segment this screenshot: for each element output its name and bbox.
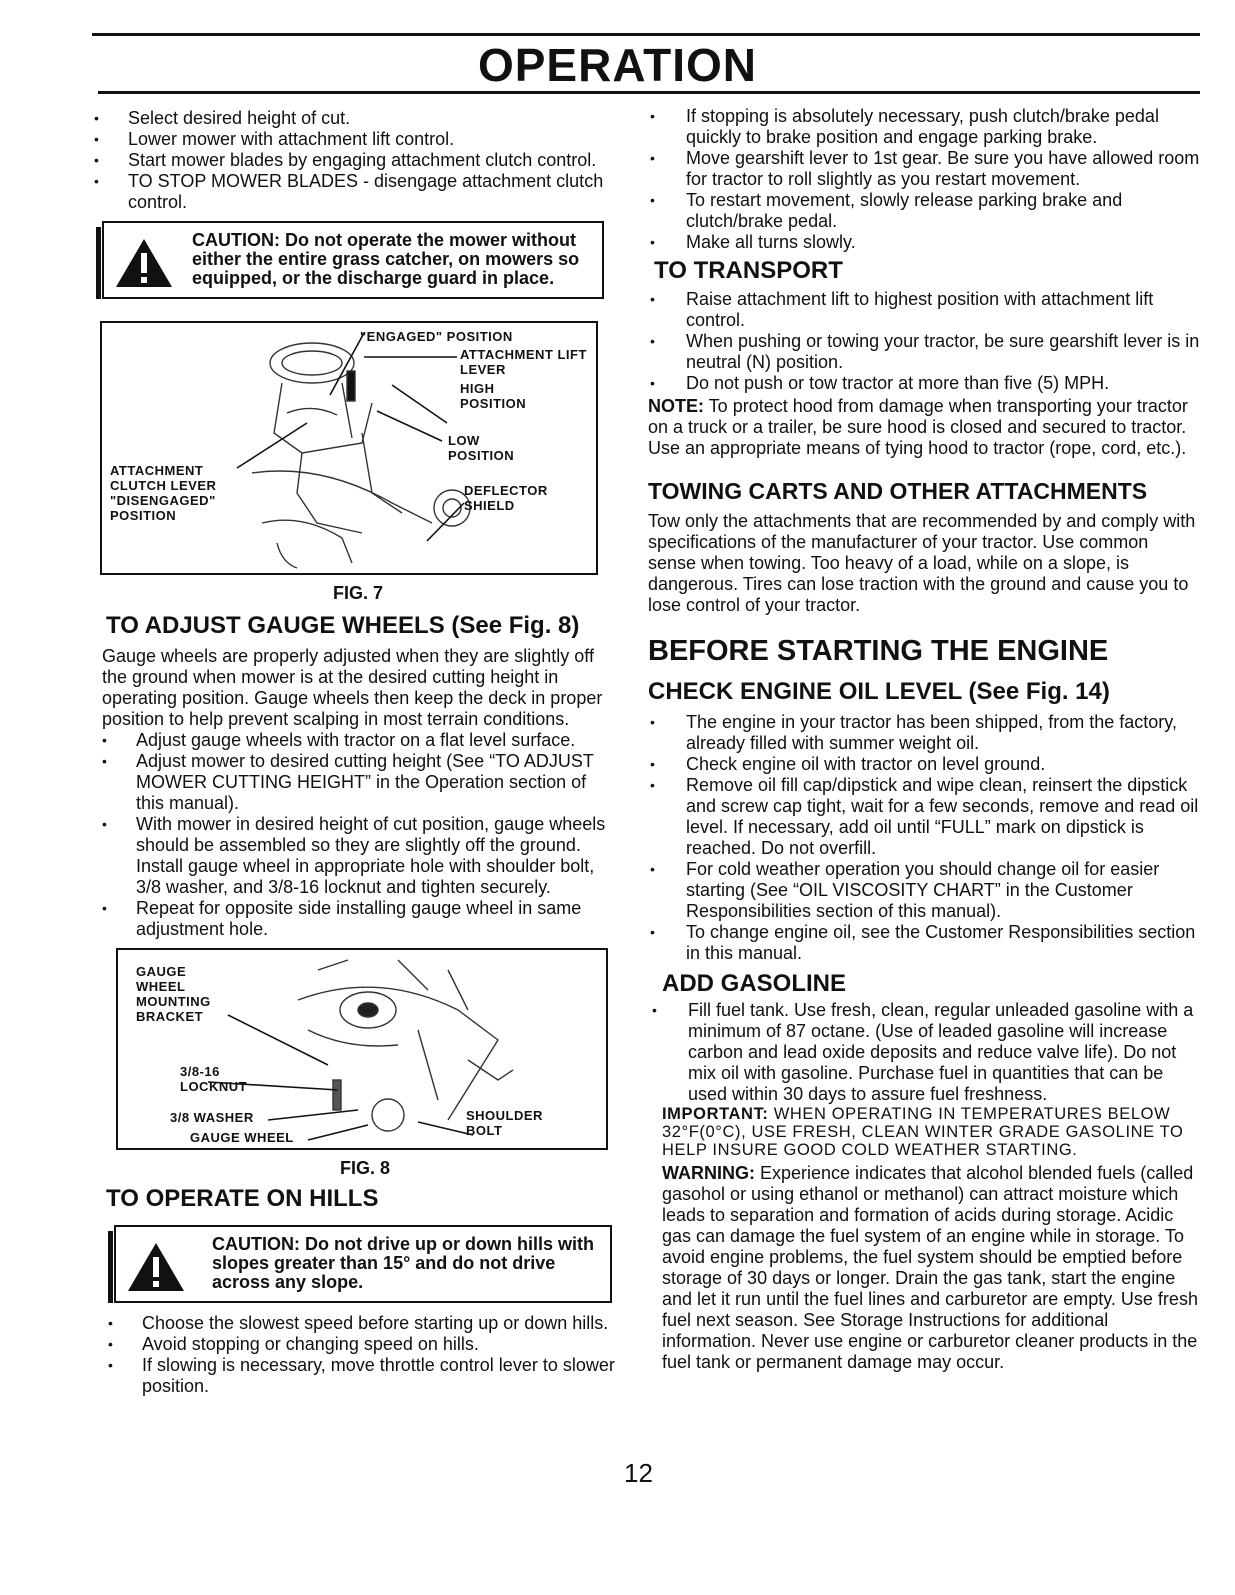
- list-item: • TO STOP MOWER BLADES - disengage attachment clutch control.: [92, 171, 614, 213]
- label-clutch-lever: ATTACHMENT CLUTCH LEVER "DISENGAGED" POSITION: [110, 463, 217, 523]
- caution-text: CAUTION: Do not drive up or down hills with slopes greater than 15° and do not drive across any slope.: [212, 1234, 594, 1292]
- label-washer: 3/8 WASHER: [170, 1110, 254, 1125]
- warning-label: WARNING:: [662, 1163, 755, 1183]
- gasoline-list: [650, 1000, 1200, 1105]
- towing-paragraph: Tow only the attachments that are recommended by and comply with specifications of the manufacturer of your tractor. Use common sense when towing. Too heavy of a load, while on a slope, is dangerous. Tires can lose traction with the ground and cause you to lose control of your tractor.: [648, 511, 1196, 615]
- gauge-list: [100, 730, 614, 940]
- label-locknut: 3/8-16 LOCKNUT: [180, 1064, 248, 1094]
- list-item: • Raise attachment lift to highest position with attachment lift control.: [648, 289, 1200, 331]
- list-item: • The engine in your tractor has been shipped, from the factory, already filled with summer weight oil.: [648, 712, 1200, 754]
- label-shoulder-bolt: SHOULDER BOLT: [466, 1108, 543, 1138]
- list-item: • Make all turns slowly.: [648, 232, 1200, 253]
- left-column: [92, 100, 614, 1397]
- list-item: • To change engine oil, see the Customer Responsibilities section in this manual.: [648, 922, 1200, 964]
- hills-list: [106, 1313, 616, 1397]
- list-item: • Move gearshift lever to 1st gear. Be sure you have allowed room for tractor to roll slightly as you restart movement.: [648, 148, 1200, 190]
- figure-8-caption: FIG. 8: [339, 1158, 390, 1178]
- list-item: • Adjust gauge wheels with tractor on a flat level surface.: [100, 730, 614, 751]
- warning-text: Experience indicates that alcohol blended fuels (called gasohol or using ethanol or methanol) can attract moisture which leads to separation and formation of acids during storage. Acidic gas can damage the fuel system of an engine while in storage. To avoid engine problems, the fuel system should be emptied before storage of 30 days or longer. Drain the gas tank, start the engine and let it run until the fuel lines and carburetor are empty. Use fresh fuel next season. See Storage Instructions for additional information. Never use engine or carburetor cleaner products in the fuel tank or permanent damage may occur.: [662, 1163, 1198, 1372]
- towing-heading: TOWING CARTS AND OTHER ATTACHMENTS: [648, 478, 1148, 504]
- list-item: • When pushing or towing your tractor, be sure gearshift lever is in neutral (N) position.: [648, 331, 1200, 373]
- important-paragraph: [662, 1105, 1200, 1159]
- label-high-position: HIGH POSITION: [460, 381, 527, 411]
- figure-7: [100, 321, 598, 575]
- right-column: [648, 100, 1200, 1373]
- oil-heading: CHECK ENGINE OIL LEVEL (See Fig. 14): [648, 678, 1110, 705]
- transport-heading: TO TRANSPORT: [654, 257, 843, 284]
- list-item: • Select desired height of cut.: [92, 108, 614, 129]
- list-item: • If stopping is absolutely necessary, push clutch/brake pedal quickly to brake position and engage parking brake.: [648, 106, 1200, 148]
- oil-list: [648, 712, 1200, 964]
- list-item: • Repeat for opposite side installing gauge wheel in same adjustment hole.: [100, 898, 614, 940]
- transport-list: [648, 289, 1200, 394]
- list-item: • For cold weather operation you should change oil for easier starting (See “OIL VISCOSITY CHART” in the Customer Responsibilities section of this manual).: [648, 859, 1200, 922]
- figure-7-caption: FIG. 7: [332, 583, 383, 603]
- label-gauge-wheel: GAUGE WHEEL: [190, 1130, 294, 1145]
- label-gauge-wheel-bracket: GAUGE WHEEL MOUNTING BRACKET: [136, 964, 211, 1024]
- caution-box-hills: [114, 1225, 612, 1303]
- list-item: • Do not push or tow tractor at more than five (5) MPH.: [648, 373, 1200, 394]
- intro-list: [92, 108, 614, 213]
- page-number: 12: [624, 1458, 653, 1488]
- note-label: NOTE:: [648, 396, 704, 416]
- gauge-paragraph: Gauge wheels are properly adjusted when they are slightly off the ground when mower is at the desired cutting height in operating position. Gauge wheels then keep the deck in proper position to help prevent scalping in most terrain conditions.: [102, 646, 603, 729]
- warning-paragraph: [662, 1163, 1200, 1373]
- page-title: OPERATION: [477, 39, 758, 91]
- top-rule: [92, 33, 1200, 36]
- label-low-position: LOW POSITION: [448, 433, 515, 463]
- note-paragraph: [648, 396, 1200, 459]
- label-deflector-shield: DEFLECTOR SHIELD: [464, 483, 548, 513]
- warning-triangle-icon: [114, 237, 174, 289]
- note-text: To protect hood from damage when transporting your tractor on a truck or a trailer, be sure hood is closed and secured to tractor. Use an appropriate means of tying hood to tractor (rope, cord, etc.).: [648, 396, 1188, 458]
- list-item: • With mower in desired height of cut position, gauge wheels should be assembled so they are slightly off the ground. Install gauge wheel in appropriate hole with shoulder bolt, 3/8 washer, and 3/8-16 locknut and tighten securely.: [100, 814, 614, 898]
- gasoline-heading: ADD GASOLINE: [662, 970, 847, 997]
- label-engaged-position: "ENGAGED" POSITION: [360, 329, 513, 344]
- title-rule: [98, 91, 1200, 94]
- list-item: • Avoid stopping or changing speed on hills.: [106, 1334, 616, 1355]
- caution-text: CAUTION: Do not operate the mower without either the entire grass catcher, on mowers so equipped, or the discharge guard in place.: [192, 230, 580, 288]
- list-item: • Lower mower with attachment lift control.: [92, 129, 614, 150]
- caution-box-mower: [102, 221, 604, 299]
- gauge-heading: TO ADJUST GAUGE WHEELS (See Fig. 8): [106, 612, 580, 639]
- list-item: • Choose the slowest speed before starting up or down hills.: [106, 1313, 616, 1334]
- list-item: • If slowing is necessary, move throttle control lever to slower position.: [106, 1355, 616, 1397]
- figure-8: [116, 948, 608, 1150]
- list-item: • Check engine oil with tractor on level ground.: [648, 754, 1200, 775]
- important-text: WHEN OPERATING IN TEMPERATURES BELOW 32°F(0°C), USE FRESH, CLEAN WINTER GRADE GASOLINE TO HELP INSURE GOOD COLD WEATHER STARTING.: [662, 1105, 1184, 1159]
- list-item: • Fill fuel tank. Use fresh, clean, regular unleaded gasoline with a minimum of 87 octane. (Use of leaded gasoline will increase carbon and lead oxide deposits and reduce valve life). Do not mix oil with gasoline. Purchase fuel in quantities that can be used within 30 days to assure fuel freshness.: [650, 1000, 1200, 1105]
- important-label: IMPORTANT:: [662, 1105, 769, 1123]
- list-item: • Start mower blades by engaging attachment clutch control.: [92, 150, 614, 171]
- label-attachment-lift-lever: ATTACHMENT LIFT LEVER: [460, 347, 587, 377]
- before-starting-heading: BEFORE STARTING THE ENGINE: [648, 635, 1109, 667]
- list-item: • Remove oil fill cap/dipstick and wipe clean, reinsert the dipstick and screw cap tight, wait for a few seconds, remove and read oil level. If necessary, add oil until “FULL” mark on dipstick is reached. Do not overfill.: [648, 775, 1200, 859]
- list-item: • To restart movement, slowly release parking brake and clutch/brake pedal.: [648, 190, 1200, 232]
- hills-heading: TO OPERATE ON HILLS: [106, 1185, 379, 1212]
- list-item: • Adjust mower to desired cutting height (See “TO ADJUST MOWER CUTTING HEIGHT” in the Operation section of this manual).: [100, 751, 614, 814]
- hill-stop-list: [648, 106, 1200, 253]
- warning-triangle-icon: [126, 1241, 186, 1293]
